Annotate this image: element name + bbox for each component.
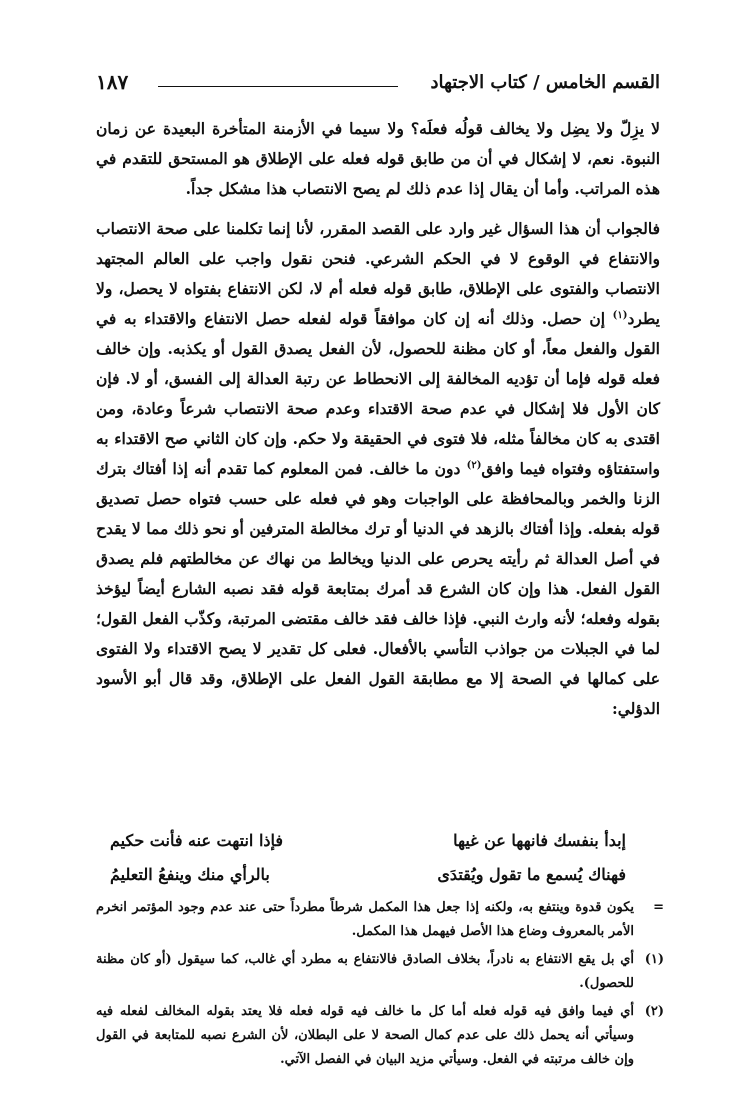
verse-1-hemistich-1: إبدأ بنفسك فانهها عن غيها xyxy=(453,831,626,850)
paragraph-2 xyxy=(96,214,660,724)
footnote-2 xyxy=(96,1000,664,1072)
header-rule xyxy=(158,86,398,87)
footnote-text: يكون قدوة وينتفع به، ولكنه إذا جعل هذا المكمل شرطاً مطرداً حتى عند عدم وجود المؤتمر انخرم الأمر بالمعروف وضاع هذا الأصل فيهمل هذا المكمل. xyxy=(96,900,634,939)
footnote-marker: (٢) xyxy=(644,1004,664,1019)
footnotes xyxy=(96,896,664,1076)
verse-2-hemistich-2: بالرأي منك وينفعُ التعليمُ xyxy=(110,865,270,884)
verse-line-1 xyxy=(110,824,626,858)
poem-verses xyxy=(110,824,626,892)
footnote-ref-1: (١) xyxy=(612,309,628,321)
footnote-ref-2: (٢) xyxy=(466,459,482,471)
footnote-1 xyxy=(96,948,664,996)
footnote-text: أي بل يقع الانتفاع به نادراً، بخلاف الصادق فالانتفاع به مطرد أي غالب، كما سيقول (أو كان مظنة للحصول). xyxy=(96,952,634,991)
page-header xyxy=(96,70,660,100)
page-number: ١٨٧ xyxy=(96,70,129,94)
paragraph-1: لا يزِلّ ولا يضِل ولا يخالف قولُه فعلَه؟ ولا سيما في الأزمنة المتأخرة البعيدة عن زمان النبوة. نعم، لا إشكال في أن من طابق قوله فعله على الإطلاق هو المستحق للتقدم في هذه المراتب. وأما أن يقال إذا عدم ذلك لم يصح الانتصاب هذا مشكل جداً. xyxy=(96,119,660,198)
verse-line-2 xyxy=(110,858,626,892)
main-text xyxy=(96,114,660,724)
verse-1-hemistich-2: فإذا انتهت عنه فأنت حكيم xyxy=(110,831,284,850)
footnote-marker: (١) xyxy=(644,952,664,967)
paragraph-2-part-a: فالجواب أن هذا السؤال غير وارد على القصد المقرر، لأنا إنما تكلمنا على صحة الانتصاب والانتفاع في الوقوع لا في الحكم الشرعي. فنحن نقول واجب على العالم المجتهد الانتصاب والفتوى على الإطلاق، طابق قوله فعله أم لا، لكن الانتفاع بفتواه لا يحصل، ولا يطرد xyxy=(96,219,660,328)
paragraph-2-part-c: دون ما خالف. فمن المعلوم كما تقدم أنه إذا أفتاك بترك الزنا والخمر وبالمحافظة على الواجبات وهو في فعله على حسب فتواه حصل تصديق قوله بفعله. وإذا أفتاك بالزهد في الدنيا أو ترك مخالطة المترفين أو نحو ذلك مما لا يقدح في أصل العدالة ثم رأيته يحرص على الدنيا ويخالط من نهاك عن مخالطتهم فلم يصدق القول الفعل. هذا وإن كان الشرع قد أمرك بمتابعة قوله فقد نصبه الشارع أيضاً ليؤخذ بقوله وفعله؛ لأنه وارث النبي. فإذا خالف فقد خالف مقتضى المرتبة، وكذّب الفعل القول؛ لما في الجبلات من جواذب التأسي بالأفعال. فعلى كل تقدير لا يصح الاقتداء ولا الفتوى على كمالها في الصحة إلا مع مطابقة القول الفعل على الإطلاق، وقد قال أبو الأسود الدؤلي: xyxy=(96,459,660,718)
verse-2-hemistich-1: فهناك يُسمع ما تقول ويُقتدَى xyxy=(437,865,626,884)
footnote-continued xyxy=(96,896,664,944)
running-title: القسم الخامس / كتاب الاجتهاد xyxy=(430,72,660,93)
footnote-marker: = xyxy=(653,900,664,915)
paragraph-2-part-b: إن حصل. وذلك أنه إن كان موافقاً قوله لفعله حصل الانتفاع والاقتداء به في القول والفعل معاً، أو كان مظنة للحصول، لأن الفعل يصدق القول أو يكذبه. وإن خالف فعله قوله فإما أن تؤديه المخالفة إلى الانحطاط عن رتبة العدالة إلى الفسق، أو لا. فإن كان الأول فلا إشكال في عدم صحة الاقتداء وعدم صحة الانتصاب شرعاً وعادة، ومن اقتدى به كان مخالفاً مثله، فلا فتوى في الحقيقة ولا حكم. وإن كان الثاني صح الاقتداء به واستفتاؤه وفتواه فيما وافق xyxy=(96,309,660,478)
footnote-text: أي فيما وافق فيه قوله فعله أما كل ما خالف فيه قوله فعله فلا يعتد بقوله المخالف لفعله فيه وسيأتي أنه يحمل ذلك على عدم كمال الصحة لا على البطلان، لأن الشرع نصبه للمتابعة في القول وإن خالف مرتبته في الفعل. وسيأتي مزيد البيان في الفصل الآتي. xyxy=(96,1004,634,1067)
